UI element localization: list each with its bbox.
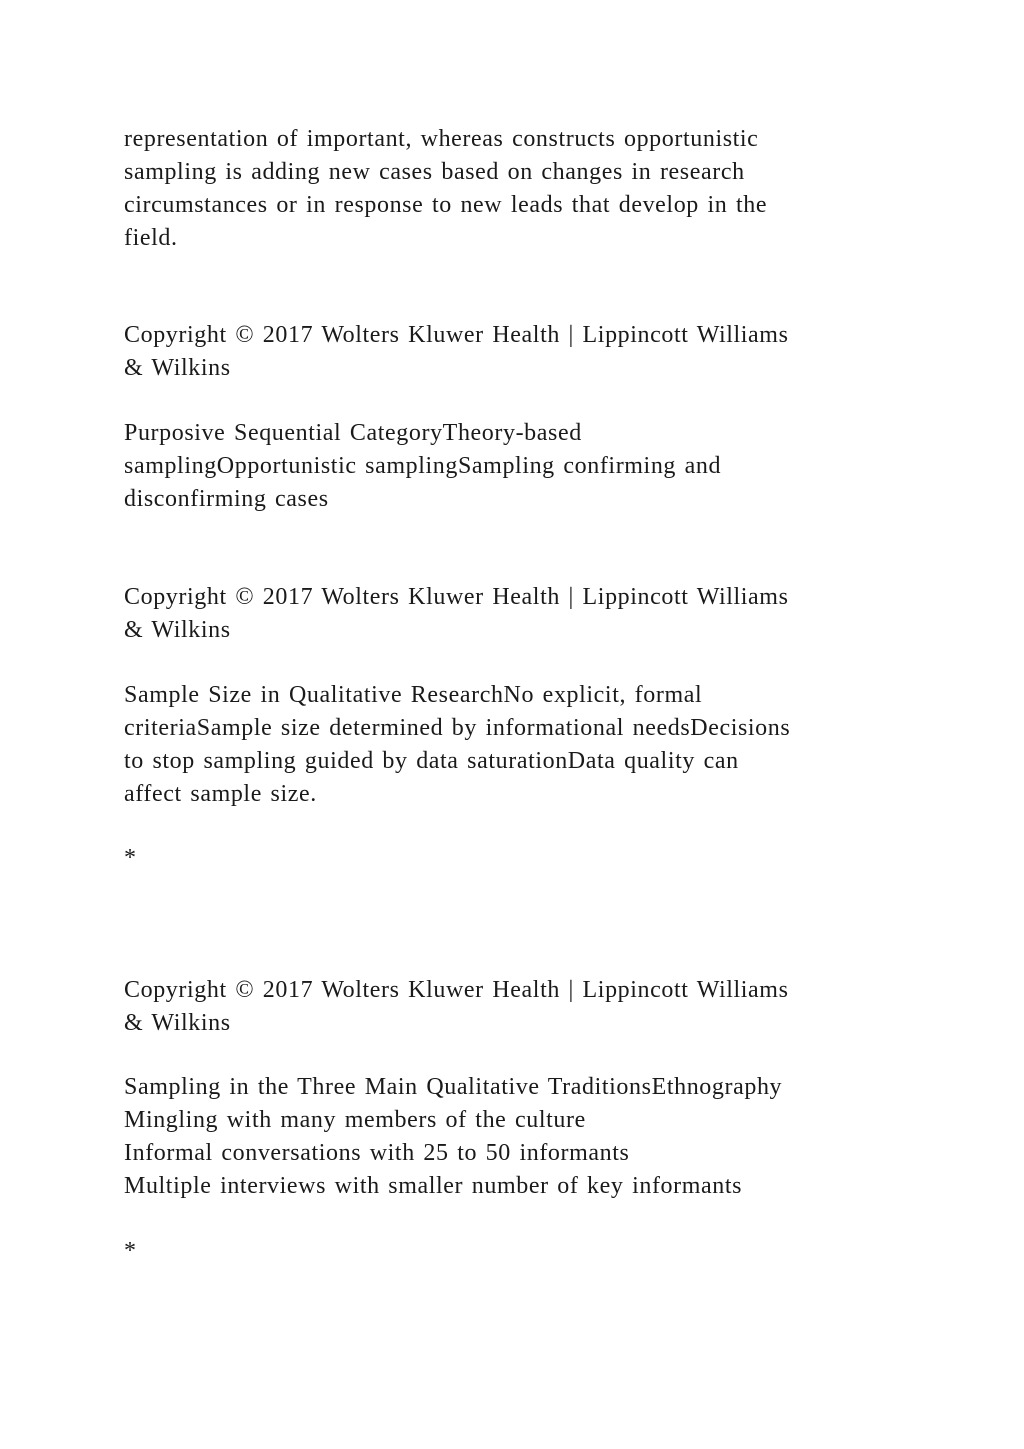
text-line: * (124, 1238, 137, 1264)
paragraph-opportunistic-sampling (124, 123, 914, 255)
text-line: Multiple interviews with smaller number of key informants (124, 1173, 743, 1199)
text-line: & Wilkins (124, 355, 231, 381)
text-line: Copyright © 2017 Wolters Kluwer Health | Lippincott Williams (124, 322, 789, 348)
text-line: criteriaSample size determined by informational needsDecisions (124, 715, 791, 741)
text-line: affect sample size. (124, 781, 317, 807)
text-line: disconfirming cases (124, 486, 329, 512)
text-line: Informal conversations with 25 to 50 informants (124, 1140, 630, 1166)
text-line: Sample Size in Qualitative ResearchNo explicit, formal (124, 682, 703, 708)
asterisk-marker (124, 842, 914, 875)
text-line: Mingling with many members of the culture (124, 1107, 586, 1133)
text-line: field. (124, 225, 178, 251)
text-line: sampling is adding new cases based on changes in research (124, 159, 745, 185)
paragraph-sample-size (124, 679, 914, 811)
text-line: & Wilkins (124, 1010, 231, 1036)
copyright-notice (124, 974, 914, 1040)
text-line: Purposive Sequential CategoryTheory-based (124, 420, 582, 446)
text-line: to stop sampling guided by data saturationData quality can (124, 748, 739, 774)
text-line: Sampling in the Three Main Qualitative TraditionsEthnography (124, 1074, 783, 1100)
text-line: circumstances or in response to new leads that develop in the (124, 192, 768, 218)
text-line: Copyright © 2017 Wolters Kluwer Health | Lippincott Williams (124, 584, 789, 610)
copyright-notice (124, 319, 914, 385)
text-line: * (124, 845, 137, 871)
text-line: & Wilkins (124, 617, 231, 643)
copyright-notice (124, 581, 914, 647)
paragraph-purposive-sampling (124, 417, 914, 516)
text-line: representation of important, whereas constructs opportunistic (124, 126, 759, 152)
paragraph-qualitative-traditions (124, 1071, 914, 1203)
text-line: samplingOpportunistic samplingSampling confirming and (124, 453, 722, 479)
text-line: Copyright © 2017 Wolters Kluwer Health | Lippincott Williams (124, 977, 789, 1003)
asterisk-marker (124, 1235, 914, 1268)
